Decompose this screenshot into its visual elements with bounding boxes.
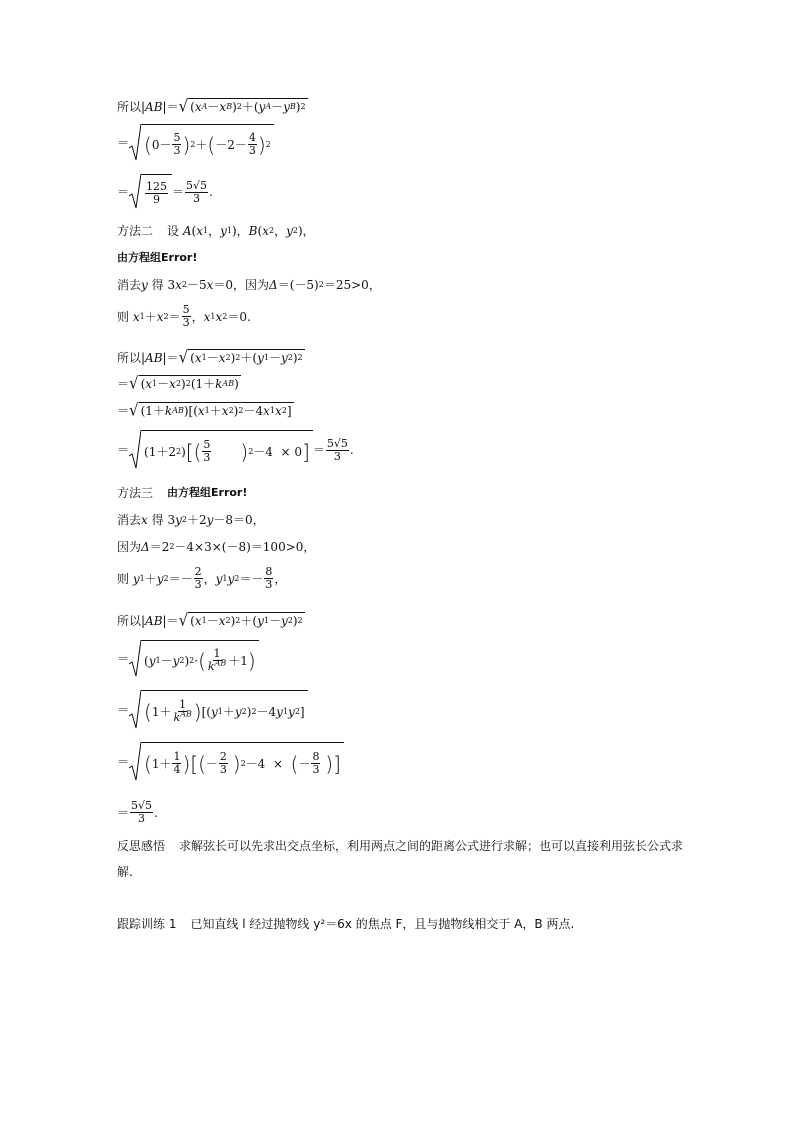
- method-three-line: [117, 485, 247, 501]
- vieta-y-line: 则 y 1 ＋ y 2 ＝－ $\frac{2}{3}$ ， y 1 y 2 ＝－ $\frac{8}{3}$ ，: [117, 565, 287, 591]
- formula-line-1: 所以| AB |＝ √ ( x A － x B ) 2 ＋( y A － y B ) 2: [117, 96, 306, 116]
- method-two-system: [117, 250, 197, 266]
- method-three-label: 方法三: [117, 486, 154, 500]
- reflection-paragraph: [117, 833, 687, 885]
- discriminant-line: 因为 Δ ＝2 2 －4×3×(－8)＝100>0，: [117, 540, 316, 554]
- formula-line-10: ＝ ( 1＋ $\frac{1}{k^{AB}}$ ) [( y 1 ＋ y 2 ) 2 －4 y 1 y 2 ]: [117, 690, 308, 730]
- reflection-text: 求解弦长可以先求出交点坐标，利用两点之间的距离公式进行求解；也可以直接利用弦长公式求解.: [117, 839, 684, 879]
- eliminate-y-line: 消去 y 得 3 x 2 －5 x ＝0， 因为 Δ ＝(－5) 2 ＝25>0，: [117, 278, 381, 292]
- training-text: 已知直线 l 经过抛物线 y²＝6x 的焦点 F，且与抛物线相交于 A，B 两点.: [190, 917, 575, 931]
- reflection-label: 反思感悟: [117, 839, 166, 853]
- formula-line-3: ＝ $\frac{125}{9}$ ＝ $\frac{5√5}{3}$ .: [117, 174, 213, 210]
- formula-line-9: ＝ ( y 1 － y 2 ) 2 · ( $\frac{1}{k^{AB}}$ ＋1 ): [117, 640, 259, 678]
- method-two-line: 方法二 设 A ( x 1 ， y 1 )， B ( x 2 ， y 2 )，: [117, 224, 315, 238]
- method-two-label: 方法二: [117, 224, 154, 238]
- formula-line-6: ＝ √ (1＋ k AB )[( x 1 ＋ x 2 ) 2 －4 x 1 x 2 ]: [117, 400, 292, 420]
- formula-line-2: ＝ ( 0－ $\frac{5}{3}$ ) 2 ＋ ( －2－ $\frac{4}{3}$ ) 2: [117, 124, 274, 162]
- formula-line-5: ＝ √ ( x 1 － x 2 ) 2 (1＋ k AB ): [117, 373, 239, 393]
- vieta-x-line: 则 x 1 ＋ x 2 ＝ $\frac{5}{3}$ ， x 1 x 2 ＝0.: [117, 303, 251, 329]
- formula-line-7: ＝ (1＋2 2 ) [ ( $\frac{5}{3}$ ) 2 －4 × 0 ] ＝ $\frac{5√5}{3}$ .: [117, 430, 354, 470]
- formula-line-11: ＝ ( 1＋ $\frac{1}{4}$ ) [ ( － $\frac{2}{3}$ ) 2 －4 × ( － $\frac{8}{3}$ ) ]: [117, 742, 344, 782]
- formula-line-4: 所以| AB |＝ √ ( x 1 － x 2 ) 2 ＋( y 1 － y 2 ) 2: [117, 347, 303, 367]
- eliminate-x-line: 消去 x 得 3 y 2 ＋2 y －8＝0，: [117, 513, 265, 527]
- training-label: 跟踪训练 1: [117, 917, 177, 931]
- system-error-text: 由方程组Error!: [117, 251, 198, 264]
- training-paragraph: [117, 911, 687, 937]
- formula-line-12: ＝ $\frac{5√5}{3}$ .: [117, 799, 158, 825]
- formula-line-8: 所以| AB |＝ √ ( x 1 － x 2 ) 2 ＋( y 1 － y 2 ) 2: [117, 610, 303, 630]
- system-error-text-2: 由方程组Error!: [167, 486, 248, 499]
